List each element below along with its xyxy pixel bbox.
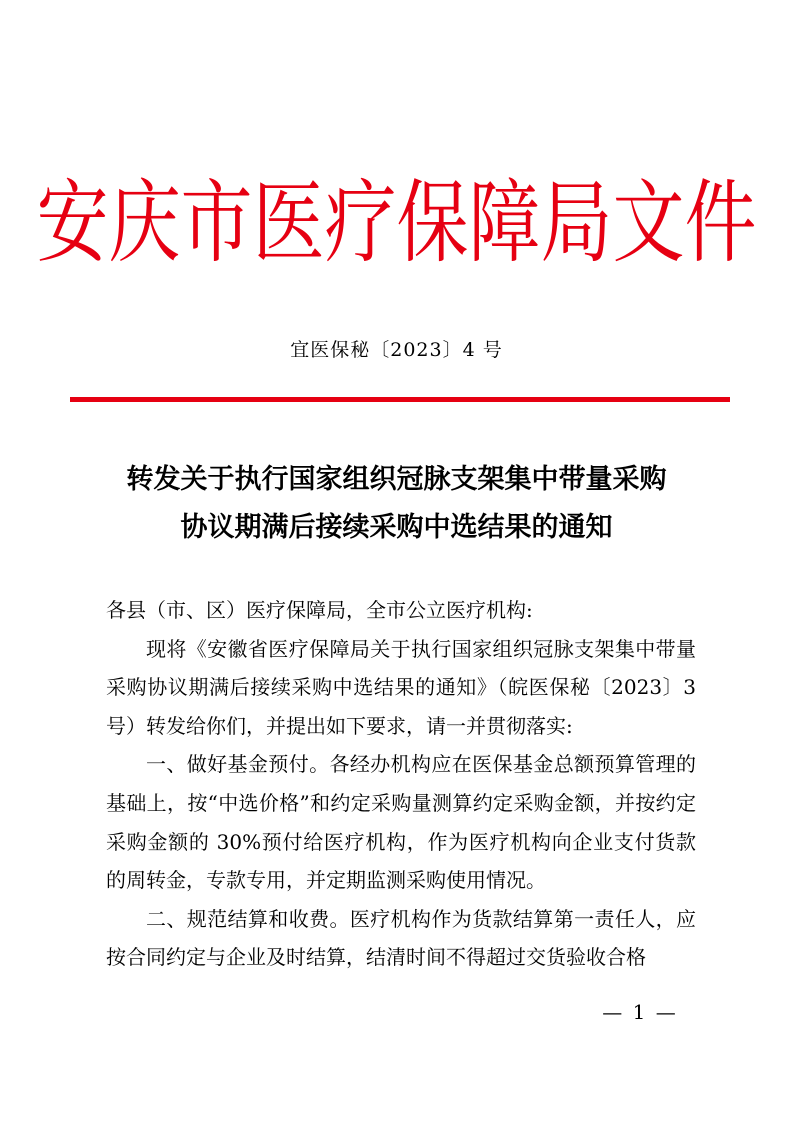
document-title <box>60 456 733 552</box>
page-number: — 1 — <box>602 1000 678 1024</box>
paragraph-fund-prepayment: 一、做好基金预付。各经办机构应在医保基金总额预算管理的基础上，按“中选价格”和约定采购量测算约定采购金额，并按约定采购金额的 30%预付给医疗机构，作为医疗机构向企业支付货款的周转金，专款专用，并定期监测采购使用情况。 <box>106 752 696 893</box>
paragraph-intro: 现将《安徽省医疗保障局关于执行国家组织冠脉支架集中带量采购协议期满后接续采购中选结果的通知》（皖医保秘〔2023〕3 号）转发给你们，并提出如下要求，请一并贯彻落实: <box>106 636 696 738</box>
document-number: 宜医保秘〔2023〕4 号 <box>290 339 503 361</box>
paragraph-settlement: 二、规范结算和收费。医疗机构作为货款结算第一责任人，应按合同约定与企业及时结算，结清时间不得超过交货验收合格 <box>106 906 696 970</box>
document-body <box>106 591 696 977</box>
document-title-line-1: 转发关于执行国家组织冠脉支架集中带量采购 <box>126 464 667 495</box>
red-divider-line <box>70 397 730 402</box>
document-title-line-2: 协议期满后接续采购中选结果的通知 <box>180 512 613 543</box>
document-header-title: 安庆市医疗保障局文件 <box>36 169 757 275</box>
salutation: 各县（市、区）医疗保障局，全市公立医疗机构: <box>106 598 533 622</box>
